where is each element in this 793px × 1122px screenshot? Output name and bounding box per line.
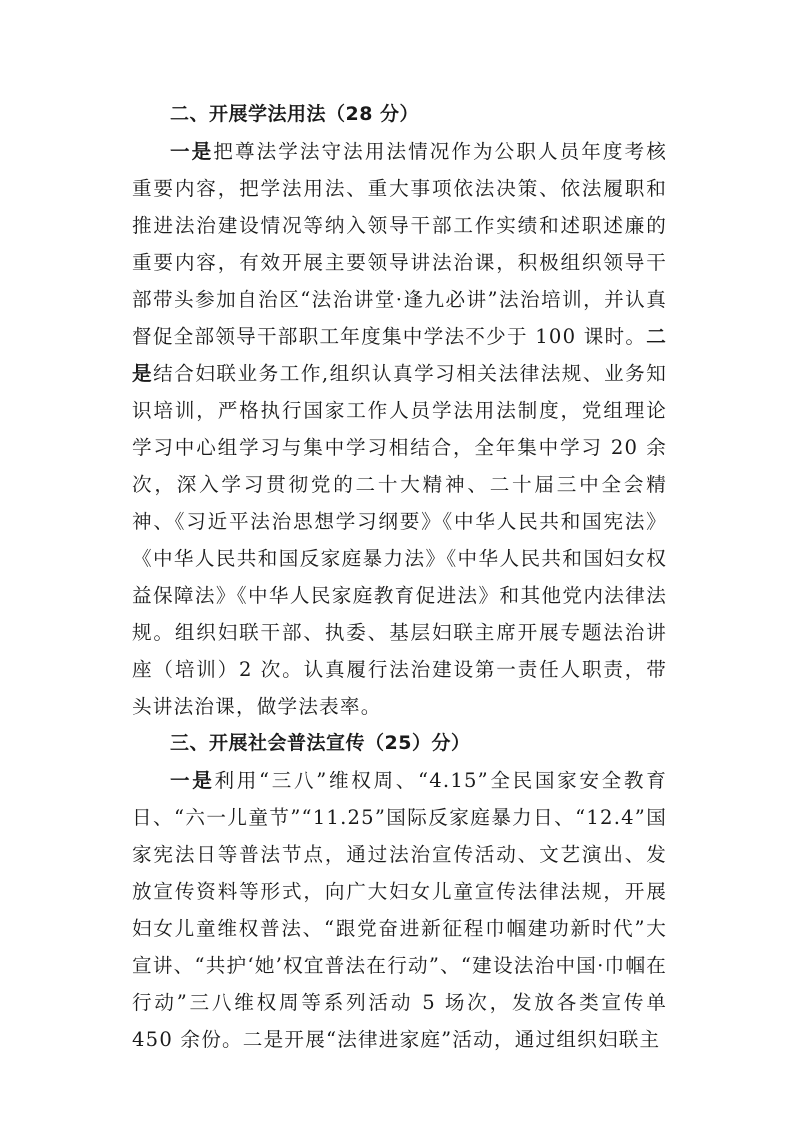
paragraph-text-second: 结合妇联业务工作,组织认真学习相关法律法规、业务知识培训，严格执行国家工作人员学法用法制度，党组理论学习中心组学习与集中学习相结合，全年集中学习 20 余次，深入学习贯彻党的二十大精神、二十届三中全会精神、《习近平法治思想学习纲要》《中华人民共和国宪法》《中华人民共和国反家庭暴力法》《中华人民共和国妇女权益保障法》《中华人民家庭教育促进法》和其他党内法律法规。组织妇联干部、执委、基层妇联主席开展专题法治讲座（培训）2 次。认真履行法治建设第一责任人职责，带头讲法治课，做学法表率。 <box>132 362 667 718</box>
paragraph-lead-first: 一是 <box>170 769 215 792</box>
section-heading-study-law: 二、开展学法用法（28 分） <box>170 103 420 125</box>
paragraph-lead-second: 二是 <box>132 325 667 385</box>
paragraph-publicity <box>132 762 667 1058</box>
paragraph-lead-first: 一是 <box>170 140 214 163</box>
paragraph-study-law <box>132 133 667 725</box>
document-body <box>132 96 667 1058</box>
paragraph-text-first: 利用“三八”维权周、“4.15”全民国家安全教育日、“六一儿童节”“11.25”国际反家庭暴力日、“12.4”国家宪法日等普法节点，通过法治宣传活动、文艺演出、发放宣传资料等形式，向广大妇女儿童宣传法律法规，开展妇女儿童维权普法、“跟党奋进新征程巾帼建功新时代”大宣讲、“共护‘她’权宜普法在行动”、“建设法治中国·巾帼在行动”三八维权周等系列活动 5 场次，发放各类宣传单 450 余份。二是开展“法律进家庭”活动，通过组织妇联主 <box>132 769 667 1051</box>
section-heading-publicity: 三、开展社会普法宣传（25）分） <box>170 732 471 754</box>
paragraph-text-first: 把尊法学法守法用法情况作为公职人员年度考核重要内容，把学法用法、重大事项依法决策、依法履职和推进法治建设情况等纳入领导干部工作实绩和述职述廉的重要内容，有效开展主要领导讲法治课，积极组织领导干部带头参加自治区“法治讲堂·逢九必讲”法治培训，并认真督促全部领导干部职工年度集中学法不少于 100 课时。 <box>132 140 667 348</box>
